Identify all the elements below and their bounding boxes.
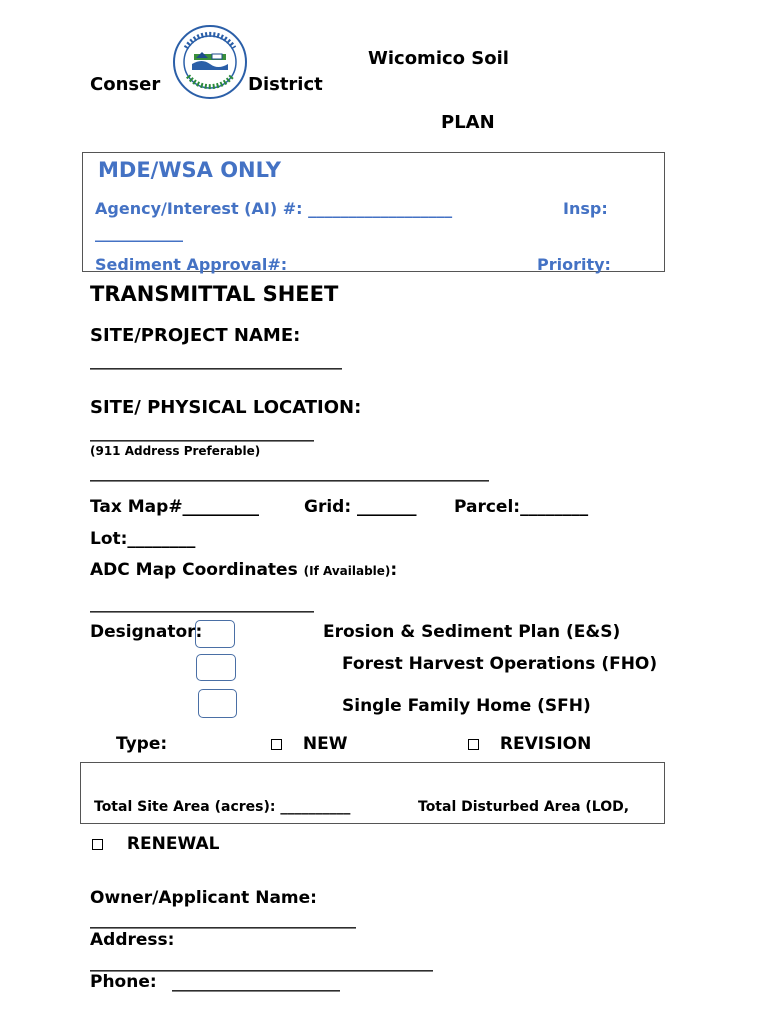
insp-label: Insp:	[563, 199, 608, 218]
agency-interest-field[interactable]: Agency/Interest (AI) #: __________________	[95, 199, 453, 218]
type-label: Type:	[116, 734, 168, 754]
designator-es-checkbox[interactable]	[195, 620, 235, 648]
designator-label: Designator:	[90, 622, 203, 642]
owner-applicant-name-field[interactable]: ______________________________________	[90, 913, 356, 929]
transmittal-sheet-title: TRANSMITTAL SHEET	[90, 282, 339, 306]
revision-label: REVISION	[499, 734, 592, 754]
parcel-field[interactable]: Parcel:________	[454, 497, 589, 517]
new-label: NEW	[302, 734, 348, 754]
tax-map-field[interactable]: Tax Map#_________	[90, 497, 260, 517]
site-location-label: SITE/ PHYSICAL LOCATION:	[90, 397, 362, 418]
designator-option-sfh: Single Family Home (SFH)	[342, 696, 591, 716]
phone-field[interactable]: ________________________	[172, 976, 340, 992]
designator-option-fho: Forest Harvest Operations (FHO)	[342, 654, 658, 674]
adc-note: (If Available)	[303, 564, 391, 578]
plan-heading: PLAN	[441, 112, 495, 133]
owner-applicant-name-label: Owner/Applicant Name:	[90, 888, 317, 908]
grid-field[interactable]: Grid: _______	[304, 497, 417, 517]
priority-field[interactable]: Priority:	[537, 255, 611, 274]
sediment-approval-field[interactable]: Sediment Approval#:	[95, 255, 288, 274]
district-seal-logo	[172, 24, 248, 100]
org-name-line1: Wicomico Soil	[368, 48, 509, 69]
insp-field[interactable]: ___________	[95, 223, 183, 242]
site-project-name-field[interactable]: ____________________________________	[90, 354, 342, 370]
renewal-checkbox[interactable]	[92, 839, 103, 850]
total-site-area-field[interactable]: Total Site Area (acres): __________	[94, 799, 351, 815]
adc-colon: :	[390, 560, 398, 580]
site-location-field[interactable]: ________________________________	[90, 426, 314, 442]
mde-wsa-title: MDE/WSA ONLY	[98, 158, 281, 182]
adc-label-text: ADC Map Coordinates	[90, 560, 298, 580]
new-checkbox[interactable]	[271, 739, 282, 750]
address-label: Address:	[90, 930, 175, 950]
lot-field[interactable]: Lot:________	[90, 529, 196, 549]
type-revision-option[interactable]	[468, 734, 591, 754]
designator-option-es: Erosion & Sediment Plan (E&S)	[323, 622, 621, 642]
adc-map-coordinates-label	[90, 560, 397, 580]
type-renewal-option[interactable]	[92, 834, 219, 854]
designator-fho-checkbox[interactable]	[196, 654, 236, 681]
address-field[interactable]: _________________________________________________	[90, 956, 433, 972]
phone-label: Phone:	[90, 972, 157, 992]
address-note: (911 Address Preferable)	[90, 444, 261, 458]
site-location-field-2[interactable]: _________________________________________________________	[90, 466, 489, 482]
designator-sfh-checkbox[interactable]	[198, 689, 237, 718]
type-new-option[interactable]	[271, 734, 348, 754]
adc-coordinates-field[interactable]: ________________________________	[90, 597, 314, 613]
org-name-line2-right: District	[248, 74, 323, 95]
total-disturbed-area-field[interactable]: Total Disturbed Area (LOD,	[418, 799, 630, 815]
site-project-name-label: SITE/PROJECT NAME:	[90, 325, 301, 346]
org-name-line2-left: Conser	[90, 74, 161, 95]
revision-checkbox[interactable]	[468, 739, 479, 750]
renewal-label: RENEWAL	[126, 834, 220, 854]
